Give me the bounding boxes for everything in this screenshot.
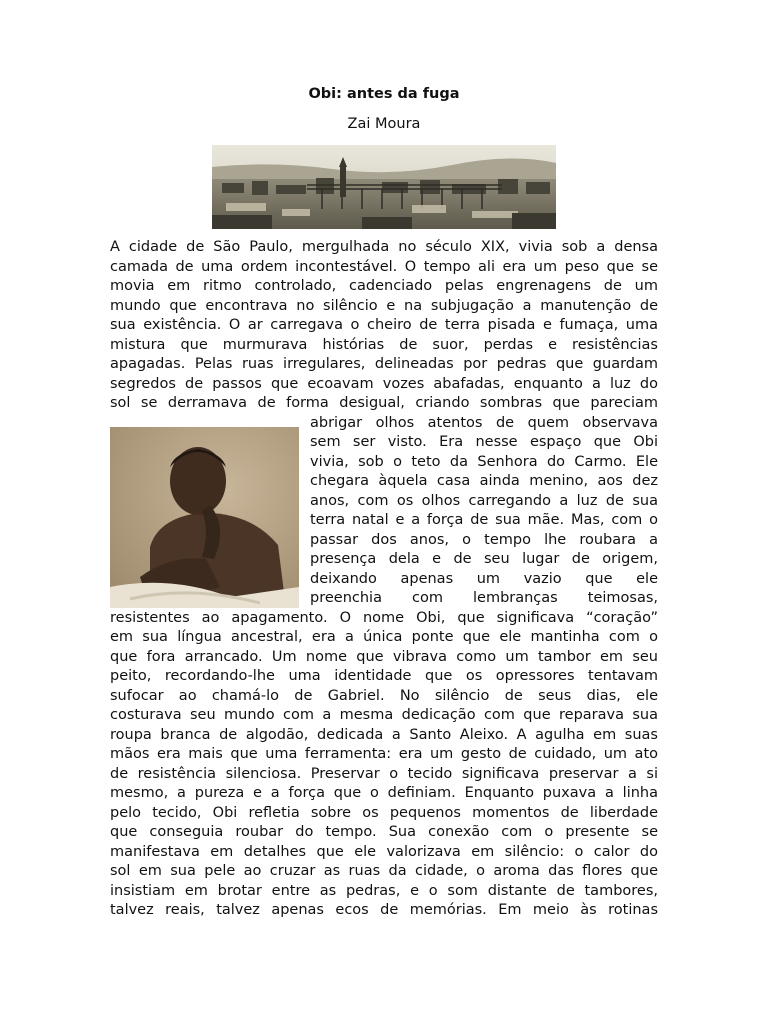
paragraph-line: mundo que encontrava no silêncio e na subjugação a manutenção de [110, 297, 658, 314]
paragraph-line: costurava seu mundo com a mesma dedicação com que reparava sua [110, 707, 658, 723]
paragraph-line: abrigar olhos atentos de quem observava [310, 414, 658, 431]
paragraph-line: de resistência silenciosa. Preservar o tecido significava preservar a si [110, 765, 658, 782]
paragraph-line: mãos era mais que uma ferramenta: era um gesto de cuidado, um ato [110, 746, 658, 762]
document-author: Zai Moura [347, 116, 421, 132]
paragraph-line: sufocar ao chamá-lo de Gabriel. No silêncio de seus dias, ele [110, 687, 658, 704]
paragraph-line: roupa branca de algodão, dedicada a Santo Aleixo. A agulha em suas [110, 726, 658, 743]
paragraph-line: terra natal e a força de sua mãe. Mas, com o [310, 512, 658, 528]
paragraph-line: preenchia com lembranças teimosas, [310, 590, 658, 606]
paragraph-line: vivia, sob o teto da Senhora do Carmo. Ele [310, 453, 658, 470]
paragraph-line: insistiam em brotar entre as pedras, e o som distante de tambores, [110, 882, 658, 899]
paragraph-line: sem ser visto. Era nesse espaço que Obi [310, 434, 658, 450]
paragraph-line: em sua língua ancestral, era a única ponte que ele mantinha com o [110, 629, 658, 645]
body-text [110, 238, 658, 921]
paragraph-line: mistura que murmurava histórias de suor, perdas e resistências [110, 336, 658, 353]
paragraph-line: anos, com os olhos carregando a luz de sua [310, 492, 658, 509]
paragraph-line: passar dos anos, o tempo lhe roubara a [310, 531, 658, 548]
paragraph-line: pelo tecido, Obi refletia sobre os pequenos momentos de liberdade [110, 804, 658, 821]
paragraph-line: movia em ritmo controlado, cadenciado pelas engrenagens de um [110, 278, 658, 294]
paragraph-line: sol em sua pele ao cruzar as ruas da cidade, o aroma das flores que [110, 863, 658, 879]
paragraph-line: sol se derramava de forma desigual, criando sombras que pareciam [110, 395, 658, 411]
paragraph-line: que conseguia roubar do tempo. Sua conexão com o presente se [110, 824, 658, 840]
paragraph-line: segredos de passos que ecoavam vozes abafadas, enquanto a luz do [110, 375, 658, 392]
paragraph-line: peito, recordando-lhe uma identidade que os opressores tentavam [110, 668, 658, 684]
paragraph-line: manifestava em detalhes que ele valorizava em silêncio: o calor do [110, 843, 658, 860]
paragraph-line: deixando apenas um vazio que ele [310, 570, 658, 587]
paragraph-line: mesmo, a pureza e a força que o definiam. Enquanto puxava a linha [110, 785, 658, 801]
paragraph-line: presença dela e de seu lugar de origem, [310, 551, 658, 567]
paragraph-line: talvez reais, talvez apenas ecos de memórias. Em meio às rotinas [110, 902, 658, 918]
paragraph-line: apagadas. Pelas ruas irregulares, delineadas por pedras que guardam [110, 356, 658, 372]
paragraph-line: camada de uma ordem incontestável. O tempo ali era um peso que se [110, 258, 658, 275]
paragraph-line: A cidade de São Paulo, mergulhada no século XIX, vivia sob a densa [110, 239, 658, 255]
document-title: Obi: antes da fuga [308, 86, 460, 102]
paragraph-line: sua existência. O ar carregava o cheiro de terra pisada e fumaça, uma [110, 317, 658, 333]
paragraph-line: que fora arrancado. Um nome que vibrava como um tambor em seu [110, 648, 658, 665]
paragraph-line: chegara àquela casa ainda menino, aos dez [310, 473, 658, 489]
paragraph-line: resistentes ao apagamento. O nome Obi, que significava “coração” [110, 609, 658, 626]
city-panorama-image [212, 145, 556, 229]
